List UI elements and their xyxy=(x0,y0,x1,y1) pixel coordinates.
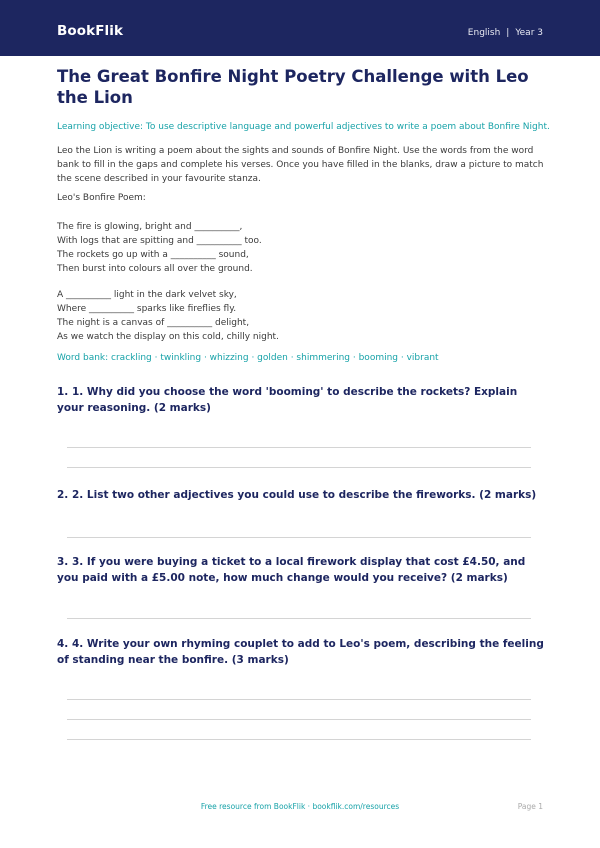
answer-line[interactable] xyxy=(67,699,531,700)
answer-line[interactable] xyxy=(67,447,531,448)
question-2: 2. 2. List two other adjectives you could use to describe the fireworks. (2 marks) xyxy=(57,489,537,501)
word-bank: Word bank: crackling · twinkling · whizzing · golden · shimmering · booming · vibrant xyxy=(57,353,439,363)
answer-line[interactable] xyxy=(67,719,531,720)
question-3: 3. 3. If you were buying a ticket to a local firework display that cost £4.50, and you paid with a £5.00 note, how much change would you receive? (2 marks) xyxy=(57,556,526,584)
question-4: 4. 4. Write your own rhyming couplet to add to Leo's poem, describing the feeling of standing near the bonfire. (3 marks) xyxy=(57,638,544,666)
question-1: 1. 1. Why did you choose the word 'booming' to describe the rockets? Explain your reasoning. (2 marks) xyxy=(57,386,518,414)
learning-objective: Learning objective: To use descriptive language and powerful adjectives to write a poem about Bonfire Night. xyxy=(57,122,550,132)
worksheet-title: The Great Bonfire Night Poetry Challenge with Leo the Lion xyxy=(57,67,529,107)
page-number: Page 1 xyxy=(517,802,543,811)
answer-line[interactable] xyxy=(67,537,531,538)
intro-paragraph: Leo the Lion is writing a poem about the sights and sounds of Bonfire Night. Use the words from the word bank to fill in the gaps and complete his verses. Once you have filled in the blanks, draw a picture to match the scene described in your favourite stanza. xyxy=(57,146,544,184)
poem-line: Where __________ sparks like fireflies fly. xyxy=(57,304,237,314)
year-label: Year 3 xyxy=(515,28,543,38)
answer-line[interactable] xyxy=(67,467,531,468)
poem-line: A __________ light in the dark velvet sky, xyxy=(57,290,237,300)
poem-stanza-2 xyxy=(57,288,547,344)
poem-line: The rockets go up with a __________ sound, xyxy=(57,250,249,260)
poem-line: With logs that are spitting and __________ too. xyxy=(57,236,262,246)
header-meta xyxy=(468,28,543,38)
meta-separator: | xyxy=(506,28,510,38)
poem-stanza-1 xyxy=(57,220,547,276)
answer-line[interactable] xyxy=(67,739,531,740)
poem-line: The night is a canvas of __________ delight, xyxy=(57,318,250,328)
poem-title: Leo's Bonfire Poem: xyxy=(57,193,146,203)
brand-logo[interactable]: BookFlik xyxy=(57,23,124,39)
poem-line: As we watch the display on this cold, chilly night. xyxy=(57,332,279,342)
header-bar xyxy=(0,0,600,56)
answer-line[interactable] xyxy=(67,618,531,619)
footer-credit[interactable]: Free resource from BookFlik · bookflik.com/resources xyxy=(200,802,400,811)
subject-label: English xyxy=(467,28,501,38)
poem-line: Then burst into colours all over the ground. xyxy=(57,264,253,274)
poem-line: The fire is glowing, bright and __________, xyxy=(57,222,243,232)
